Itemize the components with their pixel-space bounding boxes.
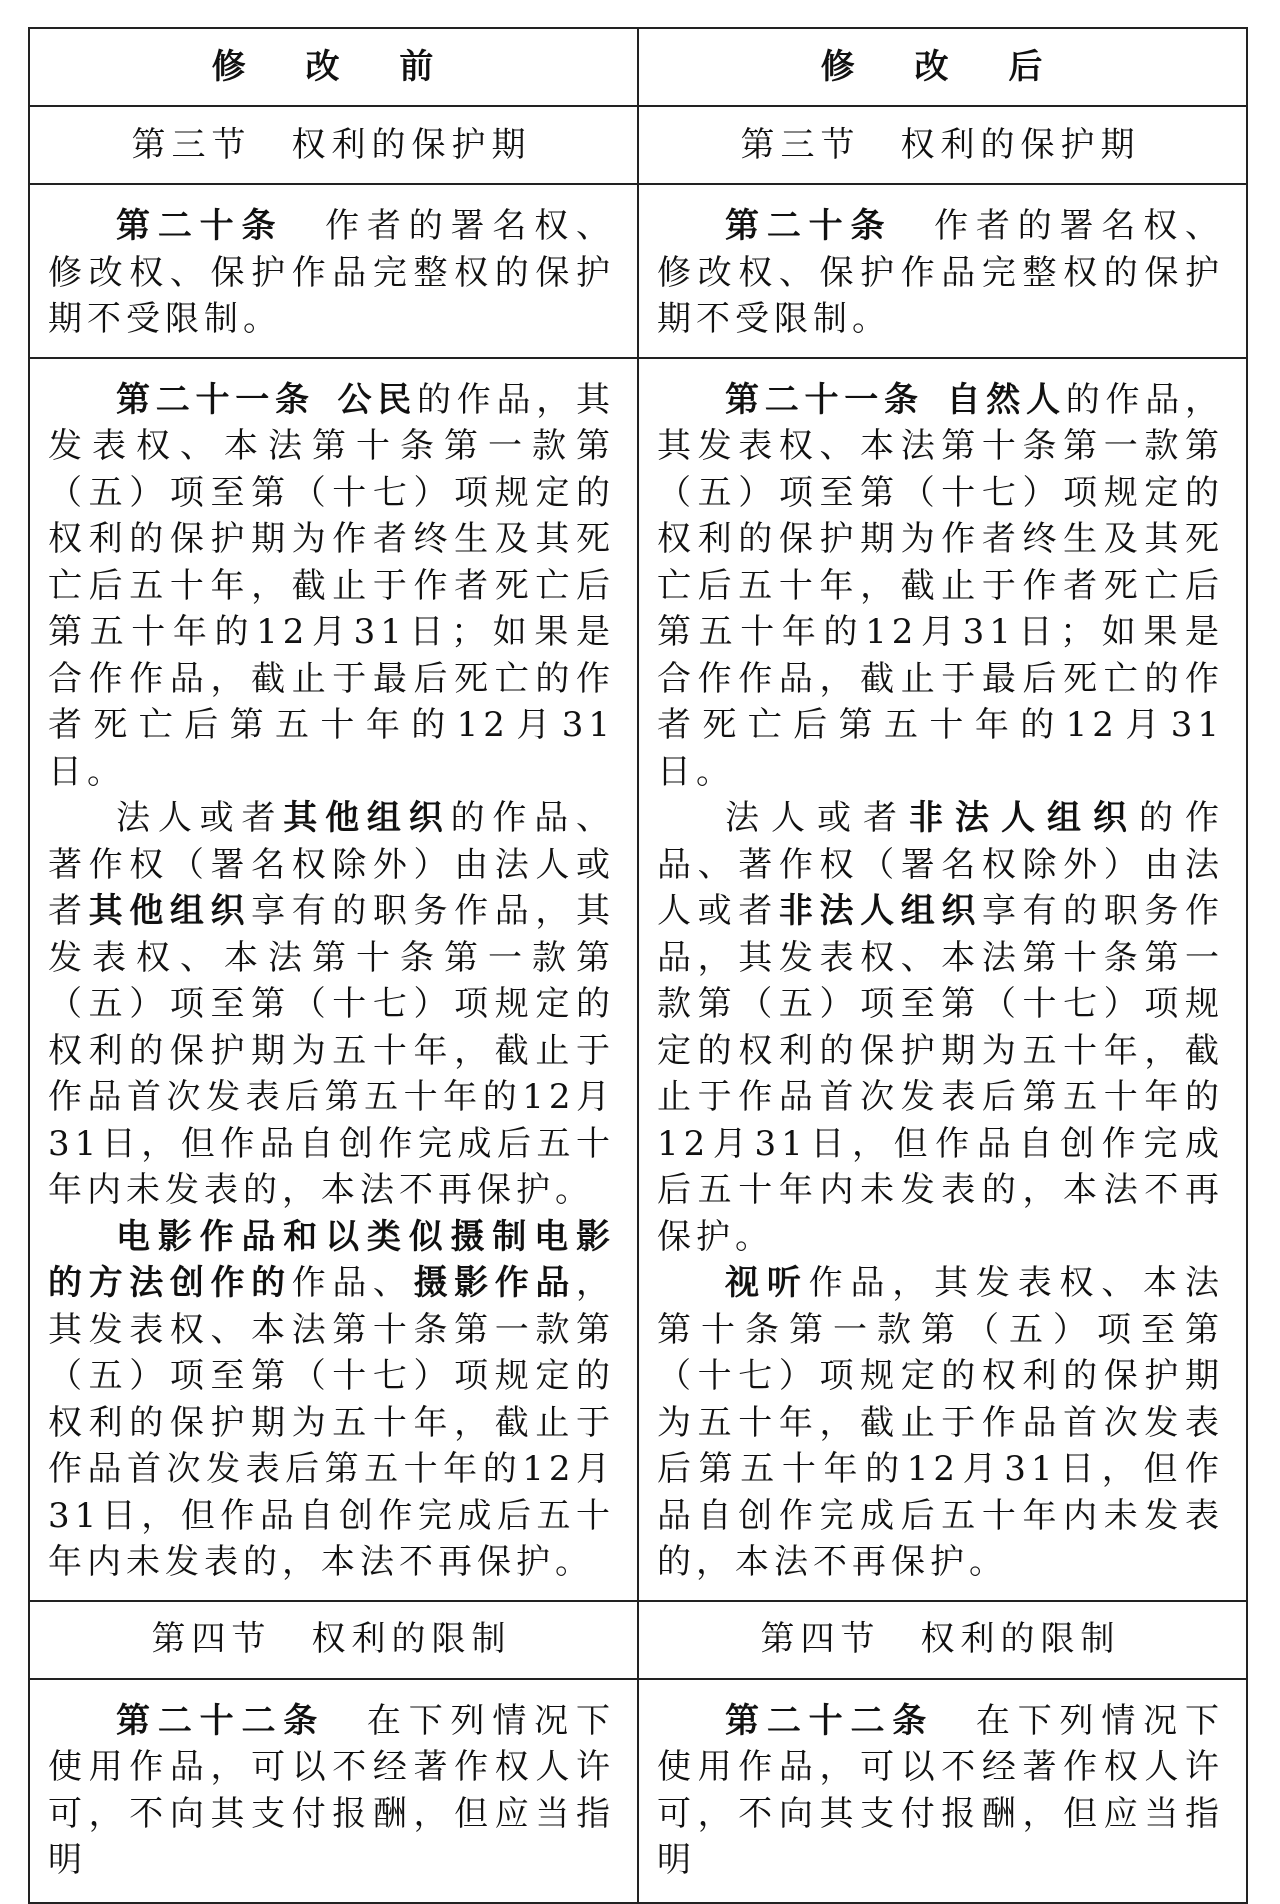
article21-before-p3-b: ，其发表权、本法第十条第一款第（五）项至第（十七）项规定的权利的保护期为五十年，截止于作品首次发表后第五十年的12月31日，但作品自创作完成后五十年内未发表的，本法不再保护。: [48, 1263, 616, 1582]
article21-before-p2-a: 法人或者: [116, 798, 284, 838]
article20-before: [29, 184, 638, 358]
section4-row: [29, 1601, 1247, 1679]
article22-after-text: 在下列情况下使用作品，可以不经著作权人许可，不向其支付报酬，但应当指明: [657, 1700, 1225, 1880]
article21-after-p3-a: 作品，其发表权、本法第十条第一款第（五）项至第（十七）项规定的权利的保护期为五十年，截止于作品首次发表后第五十年的12月31日，但作品自创作完成后五十年内未发表的，本法不再保护。: [657, 1263, 1225, 1582]
article21-before-p2-bold2: 其他组织: [88, 891, 252, 931]
article21-after: [638, 358, 1247, 1601]
article20-after: [638, 184, 1247, 358]
article20-after-label: 第二十条: [725, 206, 893, 246]
article22-before: [29, 1679, 638, 1903]
section3-after-number: 第三节: [740, 124, 861, 165]
section3-after: [638, 106, 1247, 184]
section3-after-title: 权利的保护期: [900, 124, 1141, 165]
article21-before-p2-c: 享有的职务作品，其发表权、本法第十条第一款第（五）项至第（十七）项规定的权利的保护期为五十年，截止于作品首次发表后第五十年的12月31日，但作品自创作完成后五十年内未发表的，本法不再保护。: [48, 891, 616, 1210]
article22-after-label: 第二十二条: [725, 1700, 935, 1741]
section4-before-title: 权利的限制: [311, 1619, 512, 1660]
article21-before-p3-a: 作品、: [291, 1263, 414, 1303]
article21-after-p2-bold1: 非法人组织: [909, 798, 1139, 838]
article22-after: [638, 1679, 1247, 1903]
article21-after-p1-text: 的作品，其发表权、本法第十条第一款第（五）项至第（十七）项规定的权利的保护期为作者终生及其死亡后五十年，截止于作者死亡后第五十年的12月31日；如果是合作作品，截止于最后死亡的作者死亡后第五十年的12月31日。: [657, 379, 1224, 792]
header-after: 修 改 后: [638, 28, 1247, 106]
article22-before-text: 在下列情况下使用作品，可以不经著作权人许可，不向其支付报酬，但应当指明: [48, 1700, 616, 1880]
article21-after-p2-a: 法人或者: [725, 798, 909, 838]
article22-after-paragraph: [657, 1698, 1224, 1884]
article21-after-p2-c: 享有的职务作品，其发表权、本法第十条第一款第（五）项至第（十七）项规定的权利的保护期为五十年，截止于作品首次发表后第五十年的12月31日，但作品自创作完成后五十年内未发表的，本法不再保护。: [657, 891, 1225, 1257]
header-before: 修 改 前: [29, 28, 638, 106]
article21-after-p2-b: 的作品、著作权（署名权除外）由法人或者: [657, 798, 1224, 931]
article20-after-text: 作者的署名权、修改权、保护作品完整权的保护期不受限制。: [657, 206, 1225, 339]
article21-before-label: 第二十一条: [116, 379, 315, 420]
article22-before-label: 第二十二条: [116, 1700, 326, 1741]
article21-before-p2-b: 的作品、著作权（署名权除外）由法人或者: [48, 798, 616, 931]
comparison-table: [28, 27, 1248, 1904]
section3-before-number: 第三节: [131, 124, 252, 165]
header-row: [29, 28, 1247, 106]
article20-after-paragraph: [657, 203, 1224, 343]
article21-before-p2-bold1: 其他组织: [283, 798, 451, 838]
article21-after-p3-bold1: 视听: [725, 1263, 809, 1303]
article22-row: [29, 1679, 1247, 1903]
section3-row: [29, 106, 1247, 184]
article20-before-text: 作者的署名权、修改权、保护作品完整权的保护期不受限制。: [48, 206, 616, 339]
section4-after-number: 第四节: [760, 1619, 881, 1660]
article20-before-paragraph: [48, 203, 615, 343]
article21-after-p2: [657, 795, 1224, 1260]
article21-before-p1-bold: 公民: [336, 379, 417, 420]
section3-before: [29, 106, 638, 184]
section4-after: [638, 1601, 1247, 1679]
article21-before-p2: [48, 795, 615, 1214]
article21-before-p3: [48, 1214, 615, 1586]
article21-before: [29, 358, 638, 1601]
article21-after-p1-bold: 自然人: [945, 379, 1066, 420]
comparison-table-sheet: [28, 27, 1248, 1904]
article21-before-p3-bold1: 电影作品和以类似摄制电影的方法创作的: [48, 1216, 615, 1303]
article21-after-p3: [657, 1260, 1224, 1586]
article22-before-paragraph: [48, 1698, 615, 1884]
article21-row: [29, 358, 1247, 1601]
article20-before-label: 第二十条: [116, 206, 284, 246]
section4-before: [29, 1601, 638, 1679]
section3-before-title: 权利的保护期: [291, 124, 532, 165]
article21-before-p1-text: 的作品，其发表权、本法第十条第一款第（五）项至第（十七）项规定的权利的保护期为作者终生及其死亡后五十年，截止于作者死亡后第五十年的12月31日；如果是合作作品，截止于最后死亡的作者死亡后第五十年的12月31日。: [48, 379, 615, 792]
article21-before-p1: [48, 377, 615, 796]
article21-after-label: 第二十一条: [725, 379, 924, 420]
section4-after-title: 权利的限制: [920, 1619, 1121, 1660]
article21-after-p2-bold2: 非法人组织: [778, 891, 982, 931]
section4-before-number: 第四节: [151, 1619, 272, 1660]
article21-before-p3-bold2: 摄影作品: [413, 1263, 577, 1303]
article21-after-p1: [657, 377, 1224, 796]
article20-row: [29, 184, 1247, 358]
